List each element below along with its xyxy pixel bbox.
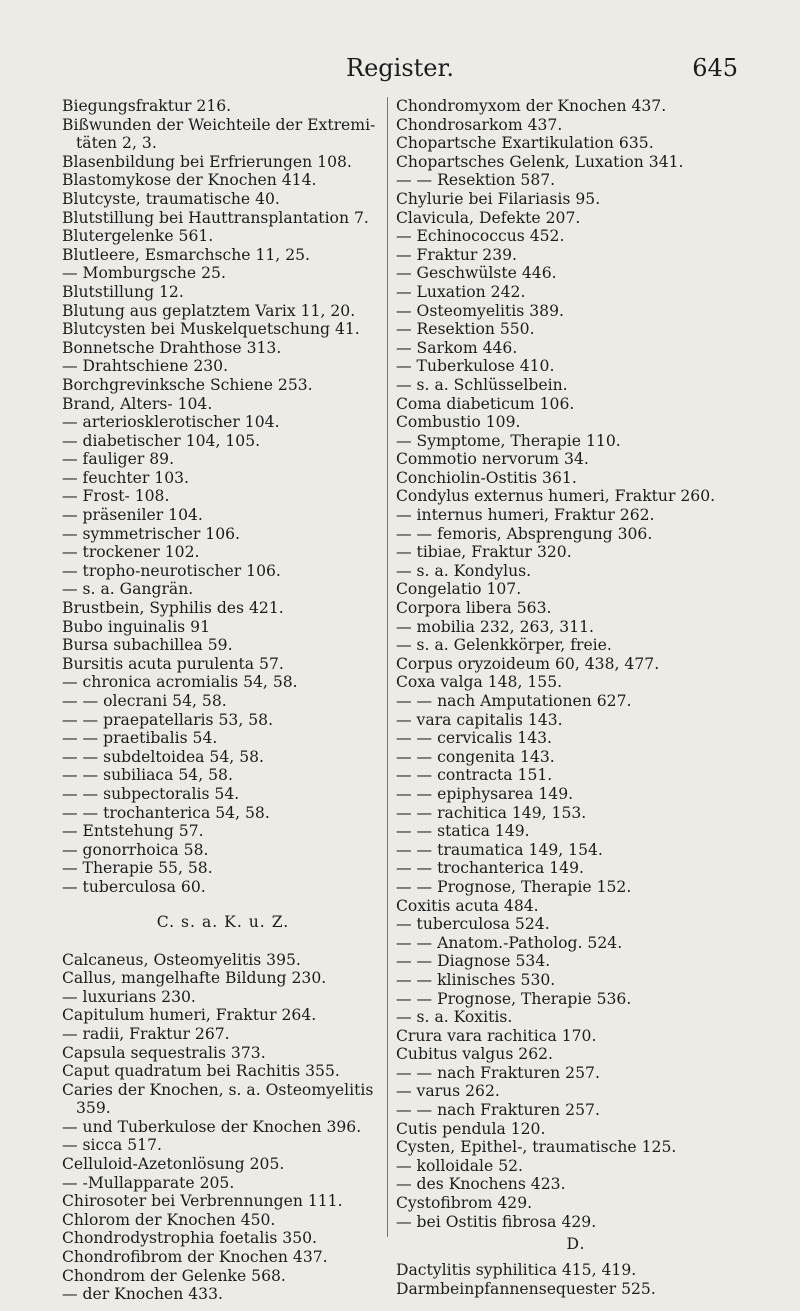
- index-entry: — Tuberkulose 410.: [396, 357, 555, 376]
- index-entry: Bursa subachillea 59.: [62, 636, 233, 655]
- page-title: Register.: [346, 54, 454, 82]
- column-divider: [387, 97, 388, 1237]
- index-entry: — Entstehung 57.: [62, 822, 204, 841]
- index-entry: — Symptome, Therapie 110.: [396, 431, 621, 450]
- index-entry: Chylurie bei Filariasis 95.: [396, 189, 601, 208]
- index-entry: — varus 262.: [396, 1082, 500, 1101]
- index-entry: Combustio 109.: [396, 413, 521, 432]
- index-entry: — — femoris, Absprengung 306.: [396, 524, 653, 543]
- index-entry: — — Resektion 587.: [396, 171, 556, 190]
- index-entry: — -Mullapparate 205.: [62, 1173, 235, 1192]
- index-entry: — vara capitalis 143.: [396, 710, 563, 729]
- index-entry: — — trochanterica 149.: [396, 859, 584, 878]
- index-entry: Chirosoter bei Verbrennungen 111.: [62, 1192, 343, 1211]
- index-entry: Commotio nervorum 34.: [396, 450, 589, 469]
- index-entry: Blutleere, Esmarchsche 11, 25.: [62, 245, 311, 264]
- index-entry: — — nach Frakturen 257.: [396, 1101, 600, 1120]
- index-entry: Chondrofibrom der Knochen 437.: [62, 1248, 328, 1267]
- index-entry: Bubo inguinalis 91: [62, 617, 210, 636]
- index-entry: Chondrosarkom 437.: [396, 115, 563, 134]
- spacer: [62, 939, 384, 951]
- index-entry: — Geschwülste 446.: [396, 264, 557, 283]
- index-entry: Cutis pendula 120.: [396, 1119, 546, 1138]
- index-entry: — s. a. Gangrän.: [62, 580, 194, 599]
- index-entry: Blastomykose der Knochen 414.: [62, 171, 317, 190]
- index-entry: 359.: [76, 1099, 111, 1118]
- index-entry: — tuberculosa 524.: [396, 915, 550, 934]
- index-entry: Brand, Alters- 104.: [62, 394, 213, 413]
- index-entry: Caries der Knochen, s. a. Osteomyelitis: [62, 1080, 374, 1099]
- index-entry: — — epiphysarea 149.: [396, 784, 574, 803]
- index-entry: Dactylitis syphilitica 415, 419.: [396, 1261, 637, 1280]
- index-entry: — Sarkom 446.: [396, 338, 518, 357]
- index-entry: — symmetrischer 106.: [62, 524, 241, 543]
- index-entry: — — rachitica 149, 153.: [396, 803, 587, 822]
- index-entry: — — cervicalis 143.: [396, 729, 552, 748]
- index-entry: — mobilia 232, 263, 311.: [396, 617, 594, 636]
- index-entry: — — congenita 143.: [396, 747, 555, 766]
- index-entry: — — statica 149.: [396, 822, 530, 841]
- index-entry: Biegungsfraktur 216.: [62, 97, 232, 115]
- index-entry: — internus humeri, Fraktur 262.: [396, 506, 655, 525]
- index-entry: Cystofibrom 429.: [396, 1194, 533, 1213]
- index-entry: — bei Ostitis fibrosa 429.: [396, 1212, 597, 1231]
- right-column: [396, 97, 756, 1298]
- index-entry: täten 2, 3.: [76, 134, 157, 153]
- index-entry: Conchiolin-Ostitis 361.: [396, 468, 577, 487]
- index-entry: — arteriosklerotischer 104.: [62, 413, 280, 432]
- index-entry: — der Knochen 433.: [62, 1285, 223, 1304]
- index-entry: — — subpectoralis 54.: [62, 784, 240, 803]
- index-entry: — tuberculosa 60.: [62, 877, 206, 896]
- index-entry: — Frost- 108.: [62, 487, 170, 506]
- index-entry: — — nach Frakturen 257.: [396, 1063, 600, 1082]
- index-entry: Celluloid-Azetonlösung 205.: [62, 1155, 285, 1174]
- index-entry: — und Tuberkulose der Knochen 396.: [62, 1117, 362, 1136]
- index-entry: — — contracta 151.: [396, 766, 553, 785]
- index-entry: — Resektion 550.: [396, 320, 535, 339]
- page-number: 645: [692, 54, 738, 82]
- index-entry: — — subiliaca 54, 58.: [62, 766, 233, 785]
- index-entry: Darmbeinpfannensequester 525.: [396, 1279, 656, 1298]
- index-entry: — — trochanterica 54, 58.: [62, 803, 270, 822]
- index-entry: Chopartsches Gelenk, Luxation 341.: [396, 152, 684, 171]
- section-heading: D.: [566, 1235, 586, 1254]
- index-entry: Corpus oryzoideum 60, 438, 477.: [396, 654, 660, 673]
- index-entry: Crura vara rachitica 170.: [396, 1026, 597, 1045]
- index-entry: — — klinisches 530.: [396, 970, 556, 989]
- index-entry: — — praepatellaris 53, 58.: [62, 710, 274, 729]
- index-entry: Chondrom der Gelenke 568.: [62, 1266, 286, 1285]
- index-entry: Blutergelenke 561.: [62, 227, 214, 246]
- index-entry: — s. a. Schlüsselbein.: [396, 375, 568, 394]
- index-entry: Corpora libera 563.: [396, 599, 552, 618]
- index-entry: Blutcysten bei Muskelquetschung 41.: [62, 320, 360, 339]
- index-entry: Blasenbildung bei Erfrierungen 108.: [62, 152, 352, 171]
- index-entry: Capitulum humeri, Fraktur 264.: [62, 1006, 317, 1025]
- index-entry: Cubitus valgus 262.: [396, 1045, 554, 1064]
- index-entry: — diabetischer 104, 105.: [62, 431, 261, 450]
- index-entry: Coma diabeticum 106.: [396, 394, 575, 413]
- index-entry: — luxurians 230.: [62, 987, 196, 1006]
- index-entry: Chlorom der Knochen 450.: [62, 1210, 276, 1229]
- index-entry: Chondromyxom der Knochen 437.: [396, 97, 667, 115]
- index-entry: Blutstillung 12.: [62, 282, 184, 301]
- index-entry: — — nach Amputationen 627.: [396, 692, 632, 710]
- section-heading: C. s. a. K. u. Z.: [156, 912, 290, 931]
- index-entry: Borchgrevinksche Schiene 253.: [62, 375, 313, 394]
- index-entry: — s. a. Kondylus.: [396, 561, 532, 580]
- index-entry: — radii, Fraktur 267.: [62, 1024, 230, 1043]
- index-entry: Calcaneus, Osteomyelitis 395.: [62, 950, 301, 969]
- index-entry: Chopartsche Exartikulation 635.: [396, 134, 654, 153]
- index-entry: — — Prognose, Therapie 152.: [396, 877, 632, 896]
- index-entry: — s. a. Gelenkkörper, freie.: [396, 636, 612, 655]
- index-entry: — — Diagnose 534.: [396, 952, 551, 971]
- index-entry: — sicca 517.: [62, 1136, 162, 1155]
- index-entry: — Therapie 55, 58.: [62, 859, 213, 878]
- index-entry: Brustbein, Syphilis des 421.: [62, 599, 284, 618]
- index-entry: — präseniler 104.: [62, 506, 203, 525]
- index-entry: Bursitis acuta purulenta 57.: [62, 654, 284, 673]
- index-entry: — — Anatom.-Patholog. 524.: [396, 933, 623, 952]
- index-entry: — Momburgsche 25.: [62, 264, 226, 283]
- index-entry: Blutstillung bei Hauttransplantation 7.: [62, 208, 369, 227]
- left-column: [62, 97, 384, 1304]
- index-entry: — feuchter 103.: [62, 468, 189, 487]
- index-entry: Clavicula, Defekte 207.: [396, 208, 581, 227]
- index-entry: — — subdeltoidea 54, 58.: [62, 747, 264, 766]
- spacer: [62, 897, 384, 909]
- index-entry: — fauliger 89.: [62, 450, 175, 469]
- index-entry: Coxitis acuta 484.: [396, 896, 539, 915]
- index-entry: Blutung aus geplatztem Varix 11, 20.: [62, 301, 356, 320]
- index-entry: — — Prognose, Therapie 536.: [396, 989, 632, 1008]
- index-entry: Condylus externus humeri, Fraktur 260.: [396, 487, 716, 506]
- index-entry: Bonnetsche Drahthose 313.: [62, 338, 282, 357]
- index-entry: — trockener 102.: [62, 543, 200, 562]
- index-entry: Coxa valga 148, 155.: [396, 673, 563, 692]
- page-header: [0, 54, 800, 84]
- index-entry: Cysten, Epithel-, traumatische 125.: [396, 1138, 677, 1157]
- index-entry: — tibiae, Fraktur 320.: [396, 543, 572, 562]
- index-entry: Capsula sequestralis 373.: [62, 1043, 266, 1062]
- index-entry: — des Knochens 423.: [396, 1175, 566, 1194]
- index-entry: — Fraktur 239.: [396, 245, 518, 264]
- index-entry: — Osteomyelitis 389.: [396, 301, 564, 320]
- index-entry: Blutcyste, traumatische 40.: [62, 189, 280, 208]
- index-entry: Callus, mangelhafte Bildung 230.: [62, 969, 327, 988]
- index-entry: — chronica acromialis 54, 58.: [62, 673, 298, 692]
- index-entry: Caput quadratum bei Rachitis 355.: [62, 1062, 340, 1081]
- index-entry: — Luxation 242.: [396, 282, 526, 301]
- index-entry: — — olecrani 54, 58.: [62, 692, 227, 710]
- index-entry: — Drahtschiene 230.: [62, 357, 229, 376]
- index-entry: — — traumatica 149, 154.: [396, 840, 603, 859]
- index-entry: Bißwunden der Weichteile der Extremi-: [62, 115, 376, 134]
- index-entry: — gonorrhoica 58.: [62, 840, 209, 859]
- index-entry: — — praetibalis 54.: [62, 729, 218, 748]
- index-entry: — kolloidale 52.: [396, 1156, 523, 1175]
- index-entry: — Echinococcus 452.: [396, 227, 565, 246]
- index-entry: Chondrodystrophia foetalis 350.: [62, 1229, 318, 1248]
- index-entry: Congelatio 107.: [396, 580, 522, 599]
- index-entry: — s. a. Koxitis.: [396, 1008, 513, 1027]
- index-entry: — tropho-neurotischer 106.: [62, 561, 281, 580]
